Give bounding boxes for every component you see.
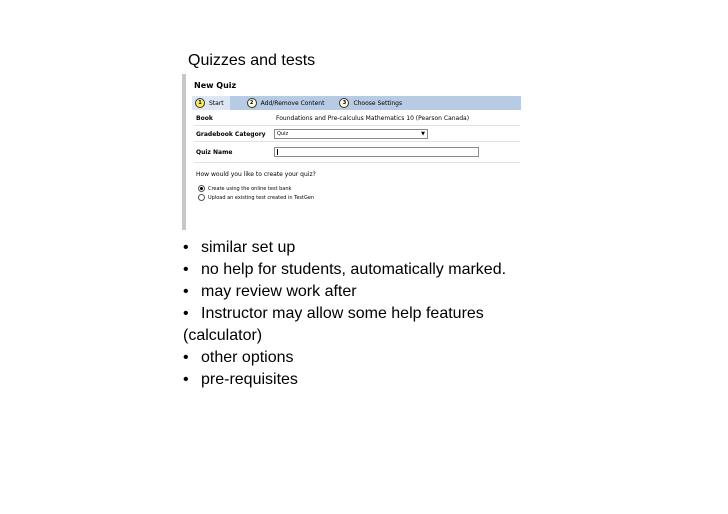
bullet-icon: • <box>183 349 189 366</box>
step-number-1: 1 <box>195 98 205 108</box>
step-label-choose-settings: Choose Settings <box>353 99 403 107</box>
option-upload-testgen[interactable] <box>198 194 314 201</box>
list-item: • other options <box>183 347 563 369</box>
step-number-3: 3 <box>339 98 349 108</box>
option-label: Create using the online test bank <box>208 185 292 192</box>
new-quiz-screenshot <box>182 74 524 230</box>
chevron-down-icon: ▼ <box>421 131 425 137</box>
step-number-2: 2 <box>247 98 257 108</box>
gradebook-category-label: Gradebook Category <box>196 131 266 138</box>
gradebook-category-value: Quiz <box>277 131 289 137</box>
panel-title: New Quiz <box>194 81 237 90</box>
step-label-add-remove: Add/Remove Content <box>260 99 325 107</box>
create-quiz-question: How would you like to create your quiz? <box>196 171 316 178</box>
step-add-remove-content[interactable] <box>244 96 331 110</box>
wizard-steps <box>192 96 521 110</box>
list-item-continuation: (calculator) <box>183 327 263 344</box>
book-label: Book <box>196 115 213 122</box>
divider <box>194 141 520 142</box>
gradebook-category-select[interactable] <box>274 129 428 139</box>
list-item: • may review work after <box>183 281 563 303</box>
list-item: • Instructor may allow some help features <box>183 303 563 325</box>
step-choose-settings[interactable] <box>336 96 408 110</box>
list-item: • similar set up <box>183 237 563 259</box>
slide-title: Quizzes and tests <box>188 52 316 69</box>
step-start[interactable] <box>192 96 230 110</box>
text-caret <box>277 149 278 155</box>
option-label: Upload an existing test created in TestGen <box>208 194 315 201</box>
radio-button-checked[interactable] <box>198 185 205 192</box>
divider <box>194 125 520 126</box>
bullet-list <box>183 237 563 391</box>
list-item: • pre-requisites <box>183 369 563 391</box>
book-value: Foundations and Pre-calculus Mathematics 10 (Pearson Canada) <box>276 115 470 122</box>
list-item: • no help for students, automatically marked. <box>183 259 563 281</box>
bullet-icon: • <box>183 305 189 322</box>
bullet-icon: • <box>183 371 189 388</box>
option-online-test-bank[interactable] <box>198 185 291 192</box>
quiz-name-label: Quiz Name <box>196 149 233 156</box>
step-label-start: Start <box>209 99 224 107</box>
quiz-name-input[interactable] <box>274 147 479 157</box>
bullet-icon: • <box>183 239 189 256</box>
radio-button[interactable] <box>198 194 205 201</box>
divider <box>194 162 520 163</box>
bullet-icon: • <box>183 283 189 300</box>
bullet-icon: • <box>183 261 189 278</box>
